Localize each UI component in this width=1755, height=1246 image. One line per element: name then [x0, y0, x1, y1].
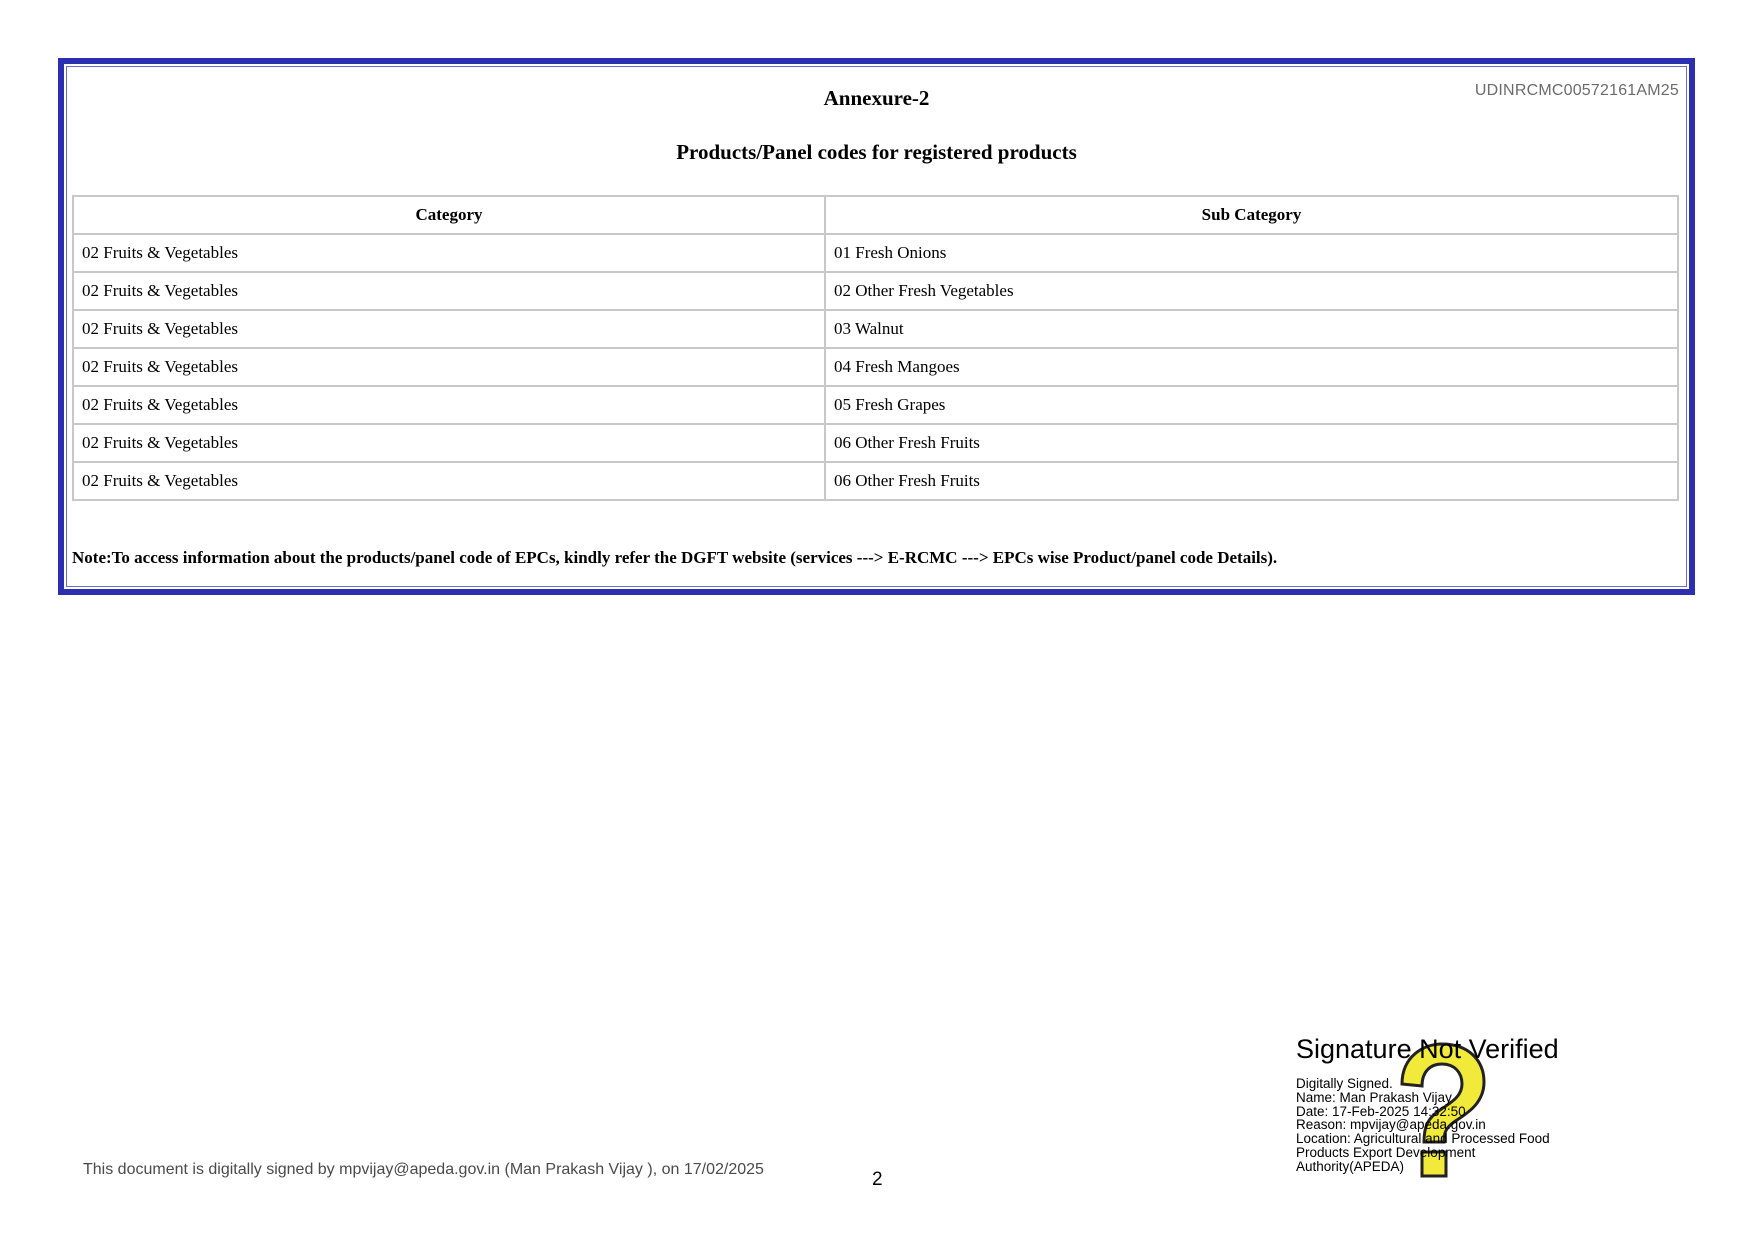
signature-status: Signature Not Verified: [1296, 1034, 1559, 1064]
annexure-subtitle: Products/Panel codes for registered products: [676, 140, 1077, 164]
signature-line: Reason: mpvijay@apeda.gov.in: [1296, 1117, 1486, 1133]
category-cell: 02 Fruits & Vegetables: [73, 348, 825, 386]
signature-line: Location: Agricultural and Processed Food: [1296, 1131, 1550, 1147]
note-text: Note:To access information about the products/panel code of EPCs, kindly refer the DGFT website (services ---> E-RCMC ---> EPCs wise Product/panel code Details).: [72, 548, 1278, 567]
sub-category-cell: 01 Fresh Onions: [825, 234, 1678, 272]
table-row: [73, 424, 1678, 462]
signature-details: [1296, 1077, 1616, 1174]
table-row: [73, 386, 1678, 424]
category-cell: 02 Fruits & Vegetables: [73, 272, 825, 310]
products-table: [72, 195, 1679, 501]
table-row: [73, 234, 1678, 272]
signature-line: Name: Man Prakash Vijay: [1296, 1089, 1452, 1105]
udin-number: UDINRCMC00572161AM25: [1474, 82, 1679, 99]
digital-signature-footer: This document is digitally signed by mpvijay@apeda.gov.in (Man Prakash Vijay ), on 17/02/2025: [83, 1161, 764, 1178]
category-cell: 02 Fruits & Vegetables: [73, 234, 825, 272]
annexure-title: Annexure-2: [823, 86, 930, 110]
header-sub-category: Sub Category: [825, 196, 1678, 234]
annexure-frame: [58, 58, 1695, 595]
signature-block: [1296, 1034, 1616, 1174]
page-number: 2: [872, 1169, 883, 1190]
sub-category-cell: 06 Other Fresh Fruits: [825, 462, 1678, 500]
category-cell: 02 Fruits & Vegetables: [73, 462, 825, 500]
table-row: [73, 310, 1678, 348]
table-row: [73, 272, 1678, 310]
sub-category-cell: 06 Other Fresh Fruits: [825, 424, 1678, 462]
signature-line: Digitally Signed.: [1296, 1076, 1393, 1091]
category-cell: 02 Fruits & Vegetables: [73, 424, 825, 462]
sub-category-cell: 03 Walnut: [825, 310, 1678, 348]
category-cell: 02 Fruits & Vegetables: [73, 386, 825, 424]
sub-category-cell: 04 Fresh Mangoes: [825, 348, 1678, 386]
sub-category-cell: 05 Fresh Grapes: [825, 386, 1678, 424]
signature-line: Products Export Development: [1296, 1144, 1476, 1160]
table-header-row: [73, 196, 1678, 234]
header-category: Category: [73, 196, 825, 234]
signature-line: Authority(APEDA): [1296, 1158, 1405, 1174]
table-row: [73, 348, 1678, 386]
category-cell: 02 Fruits & Vegetables: [73, 310, 825, 348]
signature-line: Date: 17-Feb-2025 14:32:50: [1296, 1103, 1466, 1119]
sub-category-cell: 02 Other Fresh Vegetables: [825, 272, 1678, 310]
table-row: [73, 462, 1678, 500]
